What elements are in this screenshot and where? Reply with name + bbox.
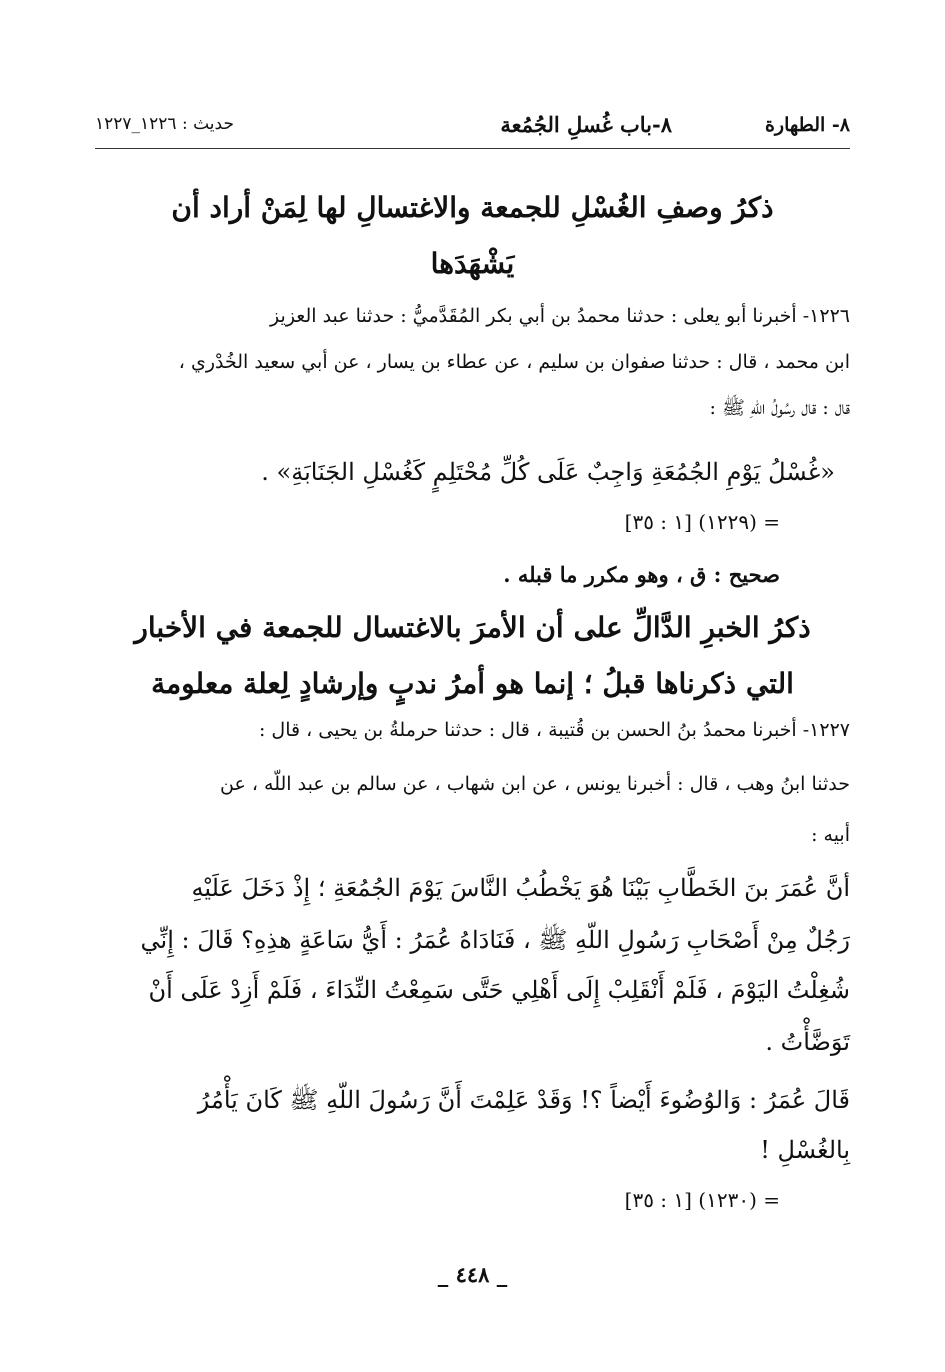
isnad-line: ١٢٢٧- أخبرنا محمدُ بنُ الحسن بن قُتيبة ، قال : حدثنا حرملةُ بن يحيى ، قال : (258, 719, 850, 741)
hadith-text: «غُسْلُ يَوْمِ الجُمُعَةِ وَاجِبٌ عَلَى كُلِّ مُحْتَلِمٍ كَغُسْلِ الجَنَابَةِ» . (261, 458, 835, 486)
page-number: _ ٤٤٨ _ (437, 1262, 508, 1287)
isnad-line: ابن محمد ، قال : حدثنا صفوان بن سليم ، عن عطاء بن يسار ، عن أبي سعيد الخُدْري ، (178, 351, 850, 373)
header-hadith-range: حديث : ١٢٢٦_١٢٢٧ (95, 114, 234, 134)
running-header (95, 108, 850, 149)
hadith-text-line: شُغِلْتُ اليَوْمَ ، فَلَمْ أَنْقَلِبْ إِلَى أَهْلِي حَتَّى سَمِعْتُ النِّدَاءَ ، فَلَمْ أَزِدْ عَلَى أَنْ (148, 976, 850, 1004)
hadith-text-line: أنَّ عُمَرَ بنَ الخَطَّابِ بَيْنَا هُوَ يَخْطُبُ النَّاسَ يَوْمَ الجُمُعَةِ ؛ إِذْ دَخَلَ عَلَيْهِ (191, 874, 850, 902)
section-title-2 (95, 600, 850, 712)
hadith-text-line: تَوَضَّأْتُ . (765, 1028, 850, 1056)
title-line: يَشْهَدَها (430, 247, 515, 280)
isnad-line: أبيه : (811, 824, 850, 846)
hadith-text-line: بِالغُسْلِ ! (760, 1136, 850, 1164)
cross-reference: = (١٢٣٠) [١ : ٣٥] (624, 1188, 780, 1212)
isnad-line: ١٢٢٦- أخبرنا أبو يعلى : حدثنا محمدُ بن أبي بكر المُقَدَّميُّ : حدثنا عبد العزيز (270, 305, 850, 327)
hadith-text-line: رَجُلٌ مِنْ أَصْحَابِ رَسُولِ اللّهِ ﷺ ، فَنَادَاهُ عُمَرُ : أَيُّ سَاعَةٍ هذِهِ؟ قَالَ : إِنِّي (140, 926, 850, 954)
cross-reference: = (١٢٢٩) [١ : ٣٥] (624, 510, 780, 534)
isnad-line: قال : قال رسُولُ اللّهِ ﷺ : (709, 397, 850, 419)
hadith-grade: صحيح : ق ، وهو مكرر ما قبله . (503, 562, 780, 587)
section-title-1 (95, 180, 850, 292)
header-chapter: ٨- الطهارة (764, 114, 850, 136)
isnad-line: حدثنا ابنُ وهب ، قال : أخبرنا يونس ، عن ابن شهاب ، عن سالم بن عبد اللّه ، عن (220, 773, 850, 795)
hadith-text-line: قَالَ عُمَرُ : وَالوُضُوءَ أَيْضاً ؟! وَقَدْ عَلِمْتَ أَنَّ رَسُولَ اللّهِ ﷺ كَانَ يَأْمُرُ (197, 1086, 850, 1114)
title-line: ذكرُ وصفِ الغُسْلِ للجمعة والاغتسالِ لها لِمَنْ أراد أن (171, 191, 774, 224)
title-line: التي ذكرناها قبلُ ؛ إنما هو أمرُ ندبٍ وإرشادٍ لِعلة معلومة (151, 667, 794, 700)
header-section: ٨-باب غُسلِ الجُمُعة (500, 112, 672, 137)
title-line: ذكرُ الخبرِ الدَّالِّ على أن الأمرَ بالاغتسال للجمعة في الأخبار (134, 611, 811, 644)
